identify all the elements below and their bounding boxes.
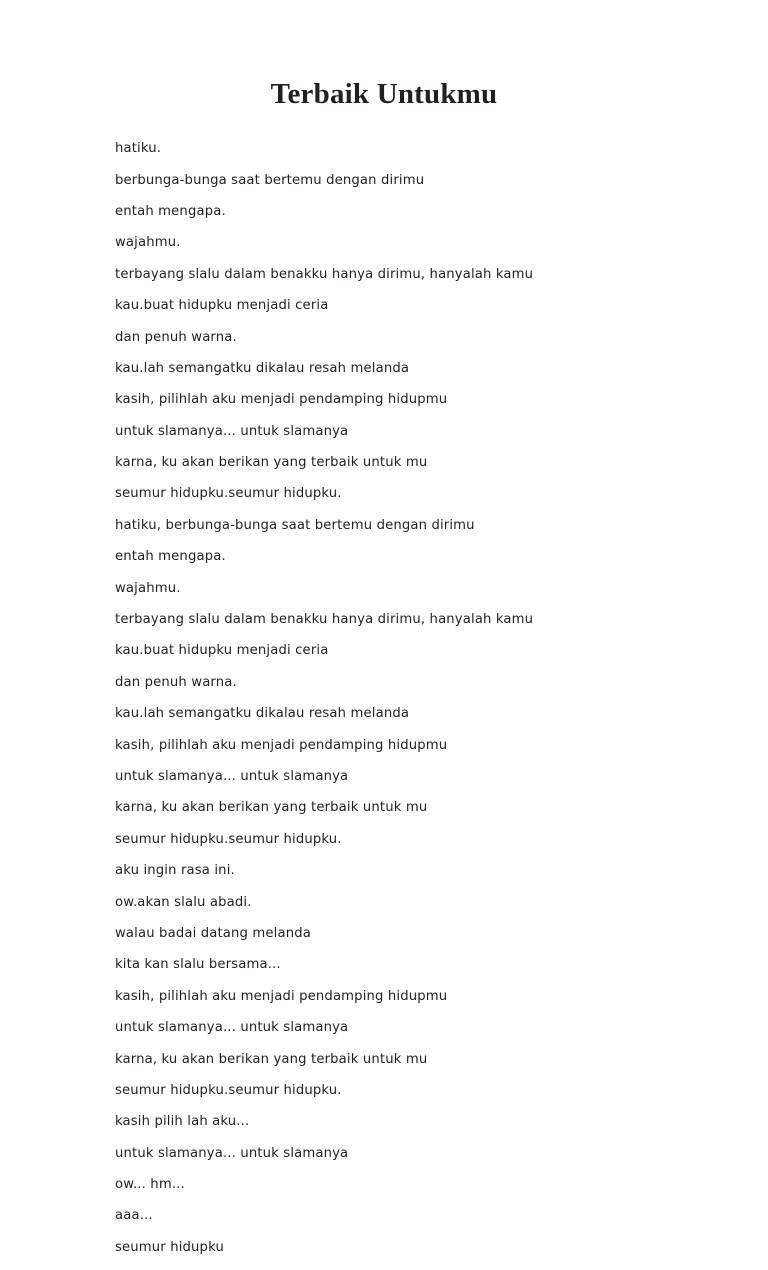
lyric-line: untuk slamanya... untuk slamanya bbox=[115, 1020, 349, 1036]
lyric-line: kita kan slalu bersama... bbox=[115, 957, 281, 973]
page-title: Terbaik Untukmu bbox=[270, 78, 498, 110]
lyric-line: hatiku. bbox=[115, 141, 162, 157]
lyric-line: kau.buat hidupku menjadi ceria bbox=[115, 298, 329, 314]
lyric-line: aaa... bbox=[115, 1208, 153, 1224]
lyric-line: dan penuh warna. bbox=[115, 674, 237, 690]
lyric-line: karna, ku akan berikan yang terbaik untuk mu bbox=[115, 800, 428, 816]
lyric-line: karna, ku akan berikan yang terbaik untuk mu bbox=[115, 455, 428, 471]
lyric-line: seumur hidupku bbox=[115, 1239, 224, 1255]
lyrics-body bbox=[115, 127, 675, 1270]
lyric-line: dan penuh warna. bbox=[115, 329, 237, 345]
lyric-line: untuk slamanya... untuk slamanya bbox=[115, 769, 349, 784]
lyric-line: untuk slamanya... untuk slamanya bbox=[115, 423, 349, 439]
lyric-line: untuk slamanya... untuk slamanya bbox=[115, 1145, 349, 1161]
lyric-line: hatiku, berbunga-bunga saat bertemu dengan dirimu bbox=[115, 517, 475, 533]
lyric-line: entah mengapa. bbox=[115, 549, 226, 565]
lyric-line: ow... hm... bbox=[115, 1177, 185, 1193]
lyric-line: wajahmu. bbox=[115, 235, 181, 251]
lyric-line: kasih, pilihlah aku menjadi pendamping hidupmu bbox=[115, 392, 448, 408]
lyric-line: seumur hidupku.seumur hidupku. bbox=[115, 831, 342, 847]
lyric-line: kau.lah semangatku dikalau resah melanda bbox=[115, 360, 410, 376]
lyric-line: berbunga-bunga saat bertemu dengan dirimu bbox=[115, 172, 425, 188]
lyric-line: aku ingin rasa ini. bbox=[115, 863, 235, 879]
lyric-line: entah mengapa. bbox=[115, 203, 226, 219]
lyric-line: terbayang slalu dalam benakku hanya dirimu, hanyalah kamu bbox=[115, 612, 534, 628]
lyric-line: walau badai datang melanda bbox=[115, 925, 311, 941]
lyric-line: kasih pilih lah aku... bbox=[115, 1114, 250, 1130]
lyric-line: terbayang slalu dalam benakku hanya dirimu, hanyalah kamu bbox=[115, 266, 534, 282]
lyric-line: kau.buat hidupku menjadi ceria bbox=[115, 643, 329, 659]
lyric-line: kasih, pilihlah aku menjadi pendamping hidupmu bbox=[115, 988, 448, 1004]
lyric-line: ow.akan slalu abadi. bbox=[115, 894, 252, 910]
lyric-line: seumur hidupku.seumur hidupku. bbox=[115, 1082, 342, 1098]
lyric-line: kasih, pilihlah aku menjadi pendamping hidupmu bbox=[115, 737, 448, 753]
lyric-line: wajahmu. bbox=[115, 580, 181, 596]
lyric-line: kau.lah semangatku dikalau resah melanda bbox=[115, 706, 410, 722]
lyric-line: seumur hidupku.seumur hidupku. bbox=[115, 486, 342, 502]
lyric-line: karna, ku akan berikan yang terbaik untuk mu bbox=[115, 1051, 428, 1067]
